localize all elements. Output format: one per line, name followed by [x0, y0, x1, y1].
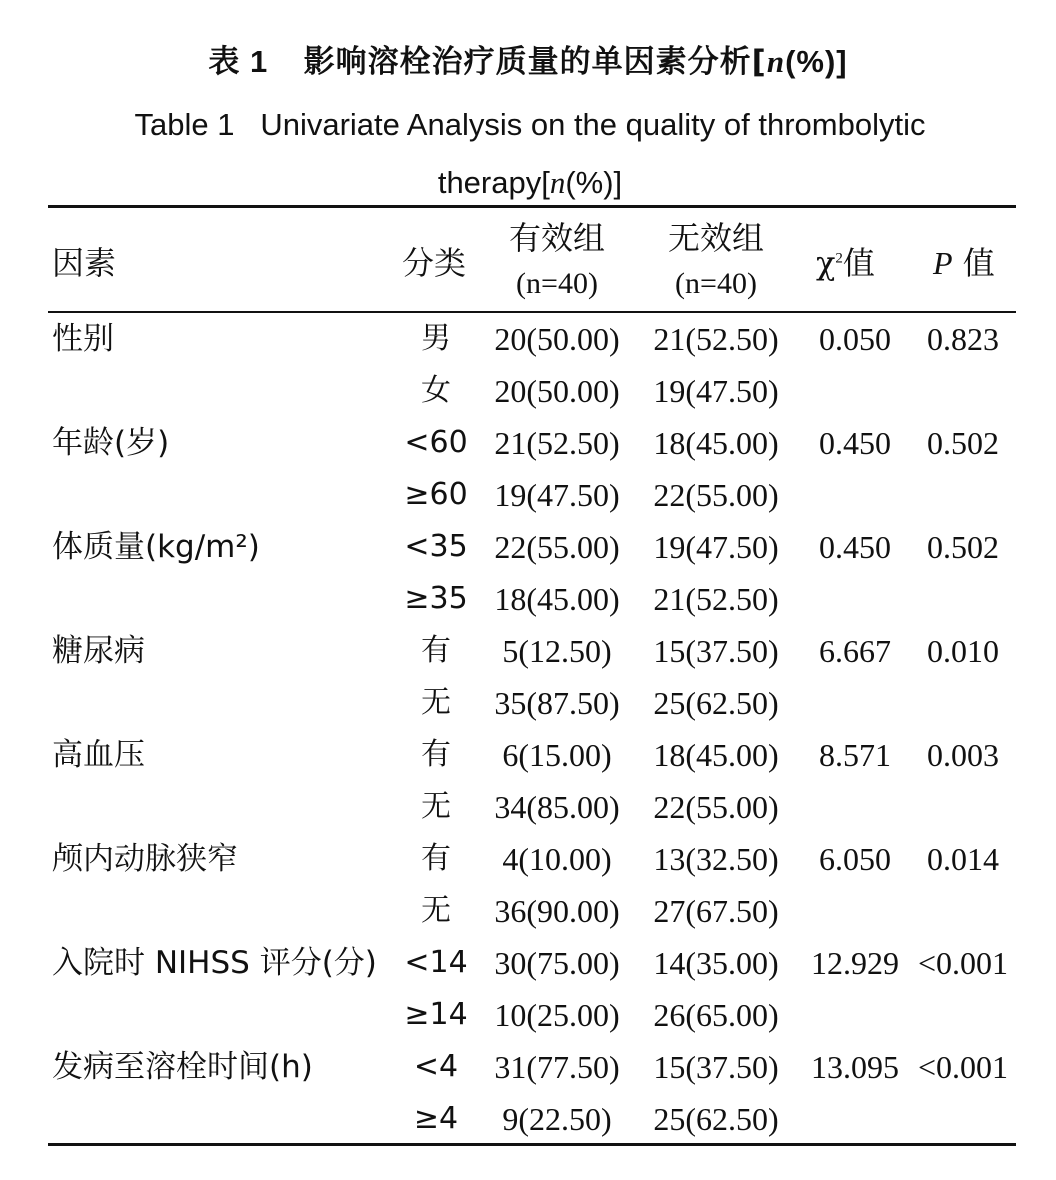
header-p-value [933, 238, 995, 284]
cell-effective: 4(10.00) [502, 841, 612, 877]
cell-chi2 [800, 989, 910, 1041]
cell-p [912, 885, 1014, 937]
cell-p: 0.502 [927, 425, 999, 461]
cell-p [912, 677, 1014, 729]
cell-category: ≥4 [413, 1101, 459, 1136]
table-row [0, 469, 1056, 521]
table-title-cn-text: 影响溶栓治疗质量的单因素分析[ [303, 44, 767, 80]
table-title-cn-n: n [766, 44, 786, 79]
cell-p: <0.001 [917, 945, 1009, 981]
table-row [0, 1041, 1056, 1093]
cell-chi2 [800, 573, 910, 625]
cell-effective: 5(12.50) [502, 633, 612, 669]
table-bottom-rule [48, 1143, 1016, 1146]
cell-category: <35 [404, 529, 468, 564]
table-row [0, 989, 1056, 1041]
cell-effective: 21(52.50) [494, 425, 620, 461]
cell-ineffective: 22(55.00) [653, 789, 779, 825]
table-number-cn: 表 1 [208, 44, 269, 79]
table-title-en [80, 96, 980, 212]
cell-ineffective: 21(52.50) [653, 321, 779, 357]
cell-p [912, 781, 1014, 833]
cell-chi2: 8.571 [819, 737, 891, 773]
p-value-word: 值 [962, 244, 995, 282]
cell-category: ≥35 [404, 581, 468, 616]
cell-ineffective: 27(67.50) [653, 893, 779, 929]
cell-chi2 [800, 365, 910, 417]
cell-ineffective: 15(37.50) [653, 1049, 779, 1085]
table-row [0, 781, 1056, 833]
cell-factor: 高血压 [52, 737, 145, 773]
cell-p: <0.001 [917, 1049, 1009, 1085]
cell-ineffective: 14(35.00) [653, 945, 779, 981]
cell-category: <4 [413, 1049, 459, 1084]
cell-p [912, 573, 1014, 625]
cell-effective: 34(85.00) [494, 789, 620, 825]
cell-effective: 20(50.00) [494, 321, 620, 357]
table-row [0, 677, 1056, 729]
cell-category: 有 [421, 737, 451, 772]
cell-category: <60 [404, 425, 468, 460]
cell-p: 0.010 [927, 633, 999, 669]
cell-category: 无 [421, 685, 451, 720]
cell-chi2: 0.450 [819, 425, 891, 461]
table-row [0, 885, 1056, 937]
table-title-cn [0, 36, 1056, 81]
cell-effective: 31(77.50) [494, 1049, 620, 1085]
cell-factor: 性别 [52, 321, 114, 357]
cell-category: 女 [421, 373, 451, 408]
cell-category: 无 [421, 789, 451, 824]
cell-p: 0.823 [927, 321, 999, 357]
cell-ineffective: 25(62.50) [653, 1101, 779, 1137]
cell-chi2 [800, 677, 910, 729]
table-row [0, 729, 1056, 781]
cell-p [912, 989, 1014, 1041]
cell-chi2 [800, 1093, 910, 1145]
cell-factor: 体质量(kg/m²) [52, 529, 260, 565]
table-title-en-n: n [549, 165, 566, 200]
table-row [0, 521, 1056, 573]
cell-effective: 20(50.00) [494, 373, 620, 409]
chi-value-word: 值 [842, 244, 875, 282]
cell-effective: 35(87.50) [494, 685, 620, 721]
table-row [0, 365, 1056, 417]
cell-ineffective: 25(62.50) [653, 685, 779, 721]
cell-ineffective: 22(55.00) [653, 477, 779, 513]
table-row [0, 313, 1056, 365]
header-ineffective-n: (n=40) [675, 267, 757, 300]
cell-factor: 年龄(岁) [52, 425, 170, 461]
cell-effective: 6(15.00) [502, 737, 612, 773]
cell-chi2 [800, 885, 910, 937]
cell-effective: 36(90.00) [494, 893, 620, 929]
table-title-en-suffix: (%)] [565, 165, 623, 200]
cell-ineffective: 26(65.00) [653, 997, 779, 1033]
cell-chi2 [800, 469, 910, 521]
table-title-cn-suffix: (%)] [785, 44, 848, 79]
cell-chi2: 6.050 [819, 841, 891, 877]
cell-effective: 9(22.50) [502, 1101, 612, 1137]
cell-p: 0.502 [927, 529, 999, 565]
cell-chi2: 13.095 [811, 1049, 899, 1085]
table-number-en: Table 1 [134, 107, 235, 142]
cell-ineffective: 19(47.50) [653, 373, 779, 409]
cell-category: 无 [421, 893, 451, 928]
cell-category: 有 [421, 841, 451, 876]
cell-category: ≥60 [404, 477, 468, 512]
table-row [0, 833, 1056, 885]
cell-ineffective: 18(45.00) [653, 425, 779, 461]
header-effective-n: (n=40) [516, 267, 598, 300]
cell-category: <14 [404, 945, 468, 980]
cell-effective: 18(45.00) [494, 581, 620, 617]
cell-factor: 颅内动脉狭窄 [52, 841, 238, 877]
cell-chi2: 6.667 [819, 633, 891, 669]
cell-category: 有 [421, 633, 451, 668]
table-row [0, 937, 1056, 989]
cell-effective: 30(75.00) [494, 945, 620, 981]
cell-effective: 19(47.50) [494, 477, 620, 513]
header-effective: 有效组 [508, 219, 605, 257]
cell-effective: 22(55.00) [494, 529, 620, 565]
cell-chi2 [800, 781, 910, 833]
cell-p [912, 469, 1014, 521]
cell-factor: 入院时 NIHSS 评分(分) [52, 945, 377, 981]
table-row [0, 625, 1056, 677]
cell-ineffective: 15(37.50) [653, 633, 779, 669]
cell-ineffective: 21(52.50) [653, 581, 779, 617]
header-category: 分类 [402, 244, 467, 282]
table-row [0, 1093, 1056, 1145]
table-row [0, 573, 1056, 625]
cell-ineffective: 13(32.50) [653, 841, 779, 877]
table-title-en-text: Univariate Analysis on the quality of thrombolytic therapy[ [260, 107, 926, 200]
cell-p: 0.003 [927, 737, 999, 773]
cell-p: 0.014 [927, 841, 999, 877]
cell-chi2: 0.450 [819, 529, 891, 565]
p-symbol: P [933, 245, 953, 281]
chi-symbol: χ [816, 244, 836, 282]
cell-p [912, 365, 1014, 417]
cell-chi2: 12.929 [811, 945, 899, 981]
header-ineffective: 无效组 [667, 219, 764, 257]
cell-category: ≥14 [404, 997, 468, 1032]
header-chi-square [816, 238, 875, 284]
cell-factor: 发病至溶栓时间(h) [52, 1049, 313, 1085]
header-factor: 因素 [52, 244, 117, 282]
cell-ineffective: 18(45.00) [653, 737, 779, 773]
chi-superscript: 2 [835, 250, 843, 267]
cell-ineffective: 19(47.50) [653, 529, 779, 565]
cell-category: 男 [421, 321, 451, 356]
cell-p [912, 1093, 1014, 1145]
cell-effective: 10(25.00) [494, 997, 620, 1033]
table-top-rule [48, 205, 1016, 208]
cell-factor: 糖尿病 [52, 633, 145, 669]
table-row [0, 417, 1056, 469]
cell-chi2: 0.050 [819, 321, 891, 357]
